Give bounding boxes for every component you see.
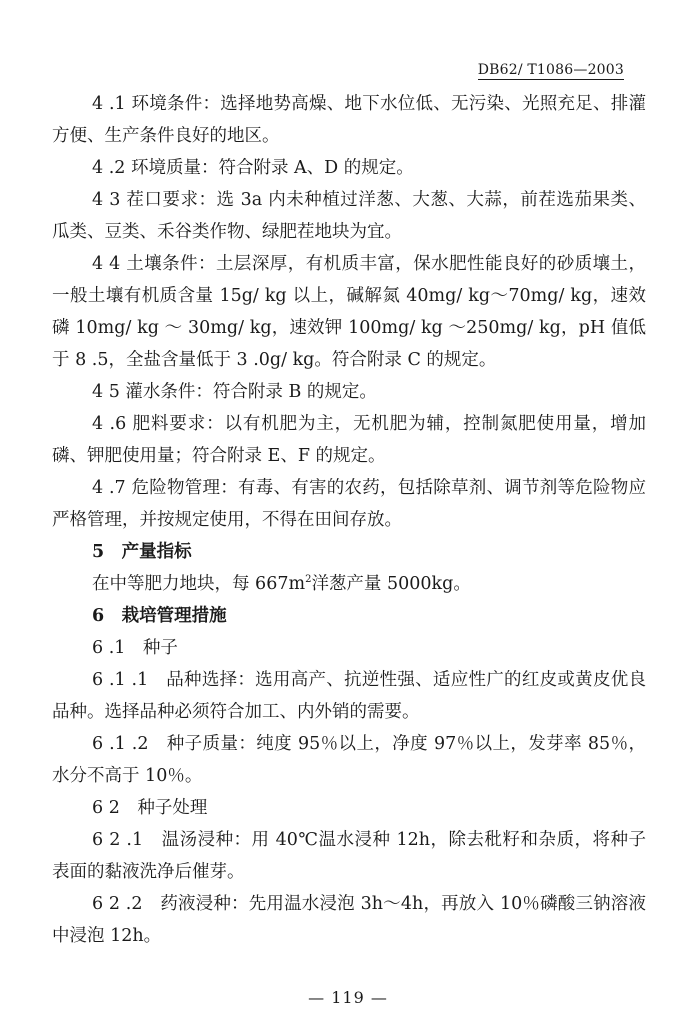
page-number: — 119 — (308, 988, 388, 1007)
section-5-heading: 5 产量指标 (92, 542, 192, 562)
section-5-text (52, 568, 646, 600)
standard-code: DB62/ T1086—2003 (477, 62, 624, 78)
clause-4-6: 4 .6 肥料要求：以有机肥为主，无机肥为辅，控制氮肥使用量，增加磷、钾肥使用量；符合附录 E、F 的规定。 (52, 414, 646, 466)
clause-6-2-1: 6 2 .1 温汤浸种：用 40℃温水浸种 12h，除去秕籽和杂质，将种子表面的黏液洗净后催芽。 (52, 830, 646, 882)
clause-4-4: 4 4 土壤条件：土层深厚，有机质丰富，保水肥性能良好的砂质壤土，一般土壤有机质含量 15g/ kg 以上，碱解氮 40mg/ kg～70mg/ kg，速效磷 10mg/ kg ～ 30mg/ kg，速效钾 100mg/ kg ～250mg/ kg，pH 值低于 8 .5，全盐含量低于 3 .0g/ kg。符合附录 C 的规定。 (52, 254, 646, 370)
document-body (52, 88, 646, 952)
section-5-text-before: 在中等肥力地块，每 667m (92, 574, 306, 594)
clause-6-1-2: 6 .1 .2 种子质量：纯度 95％以上，净度 97％以上，发芽率 85％，水分不高于 10％。 (52, 734, 646, 786)
clause-6-2-2: 6 2 .2 药液浸种：先用温水浸泡 3h～4h，再放入 10％磷酸三钠溶液中浸泡 12h。 (52, 894, 646, 946)
clause-6-1: 6 .1 种子 (92, 638, 178, 658)
clause-4-1: 4 .1 环境条件：选择地势高燥、地下水位低、无污染、光照充足、排灌方便、生产条件良好的地区。 (52, 94, 646, 146)
clause-4-3: 4 3 茬口要求：选 3a 内未种植过洋葱、大葱、大蒜，前茬选茄果类、瓜类、豆类、禾谷类作物、绿肥茬地块为宜。 (52, 190, 646, 242)
area-unit-superscript: 2 (305, 574, 312, 586)
clause-4-2: 4 .2 环境质量：符合附录 A、D 的规定。 (92, 158, 414, 178)
clause-4-5: 4 5 灌水条件：符合附录 B 的规定。 (92, 382, 377, 402)
clause-4-7: 4 .7 危险物管理：有毒、有害的农药，包括除草剂、调节剂等危险物应严格管理，并按规定使用，不得在田间存放。 (52, 478, 646, 530)
section-6-heading: 6 栽培管理措施 (92, 606, 227, 626)
section-5-text-after: 洋葱产量 5000kg。 (311, 574, 471, 594)
clause-6-2: 6 2 种子处理 (92, 798, 208, 818)
clause-6-1-1: 6 .1 .1 品种选择：选用高产、抗逆性强、适应性广的红皮或黄皮优良品种。选择品种必须符合加工、内外销的需要。 (52, 670, 646, 722)
